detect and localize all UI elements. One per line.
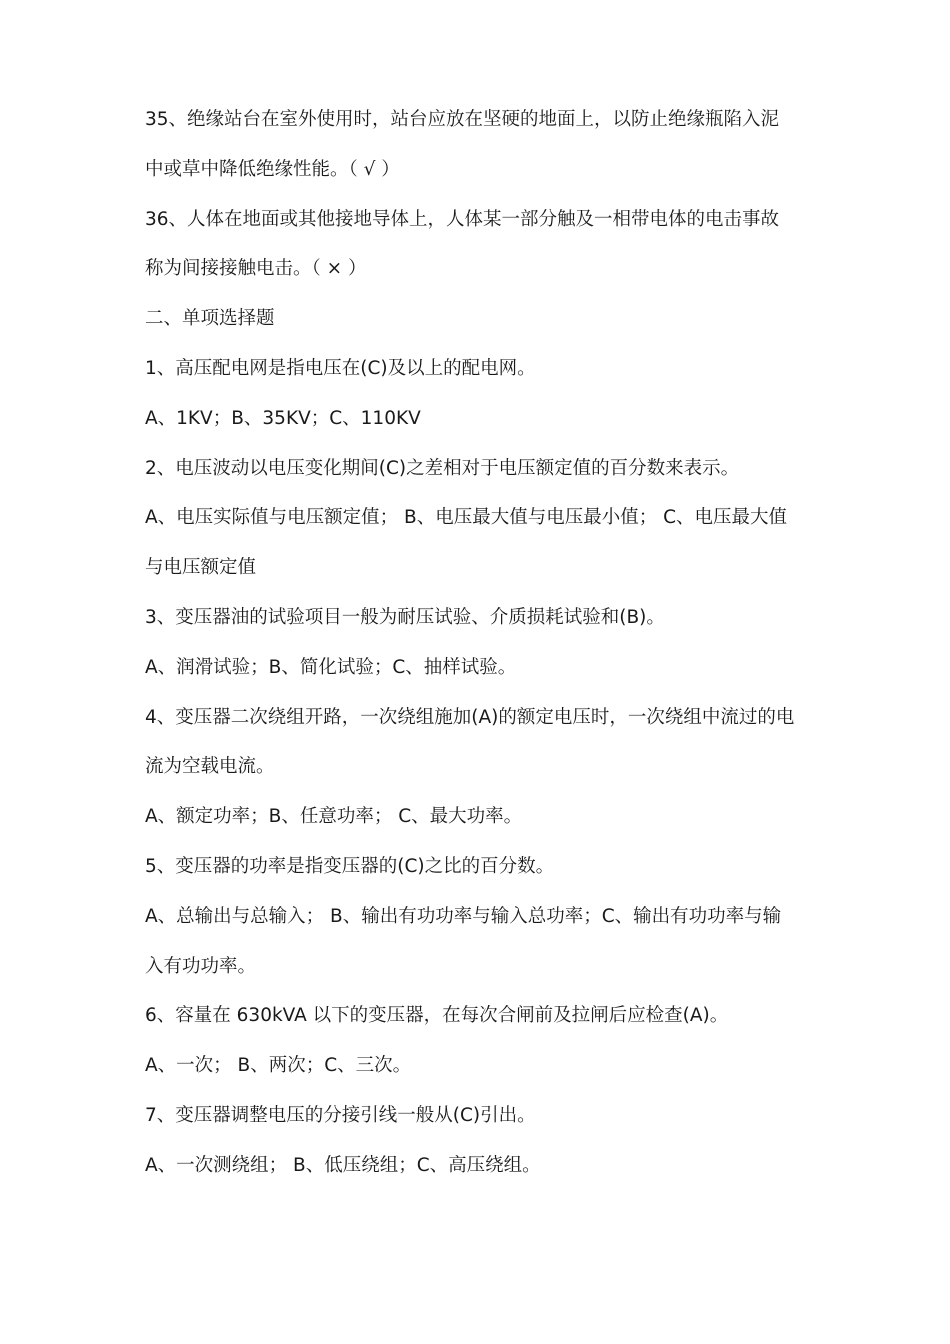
mc5-options-line2: 入有功功率。: [145, 955, 257, 977]
mc4-options: A、额定功率；B、任意功率； C、最大功率。: [145, 806, 523, 828]
q35-text-line1: 35、绝缘站台在室外使用时，站台应放在坚硬的地面上，以防止绝缘瓶陷入泥: [145, 109, 780, 130]
q35-text-line2: 中或草中降低绝缘性能。（ √ ）: [145, 158, 400, 180]
mc6-question: 6、容量在 630kVA 以下的变压器，在每次合闸前及拉闸后应检查(A)。: [145, 1005, 729, 1027]
mc1-options: A、1KV；B、35KV；C、110KV: [145, 407, 421, 429]
q36-text-line1: 36、人体在地面或其他接地导体上，人体某一部分触及一相带电体的电击事故: [145, 208, 780, 230]
mc2-question: 2、电压波动以电压变化期间(C)之差相对于电压额定值的百分数来表示。: [145, 457, 740, 479]
mc4-question-line1: 4、变压器二次绕组开路，一次绕组施加(A)的额定电压时，一次绕组中流过的电: [145, 706, 795, 728]
mc7-options: A、一次测绕组； B、低压绕组；C、高压绕组。: [145, 1154, 541, 1176]
mc5-question: 5、变压器的功率是指变压器的(C)之比的百分数。: [145, 855, 555, 877]
document-body: [145, 95, 815, 1191]
mc2-options-line2: 与电压额定值: [145, 557, 257, 579]
mc2-options-line1: A、电压实际值与电压额定值； B、电压最大值与电压最小值； C、电压最大值: [145, 507, 788, 529]
mc7-question: 7、变压器调整电压的分接引线一般从(C)引出。: [145, 1104, 536, 1126]
q36-text-line2: 称为间接接触电击。（ × ）: [145, 258, 367, 280]
mc6-options: A、一次； B、两次；C、三次。: [145, 1055, 412, 1077]
mc5-options-line1: A、总输出与总输入； B、输出有功功率与输入总功率；C、输出有功功率与输: [145, 905, 782, 927]
mc1-question: 1、高压配电网是指电压在(C)及以上的配电网。: [145, 357, 536, 379]
section-heading: 二、单项选择题: [145, 308, 275, 330]
mc3-question: 3、变压器油的试验项目一般为耐压试验、介质损耗试验和(B)。: [145, 606, 665, 628]
mc4-question-line2: 流为空载电流。: [145, 756, 275, 778]
mc3-options: A、润滑试验；B、简化试验；C、抽样试验。: [145, 656, 517, 678]
